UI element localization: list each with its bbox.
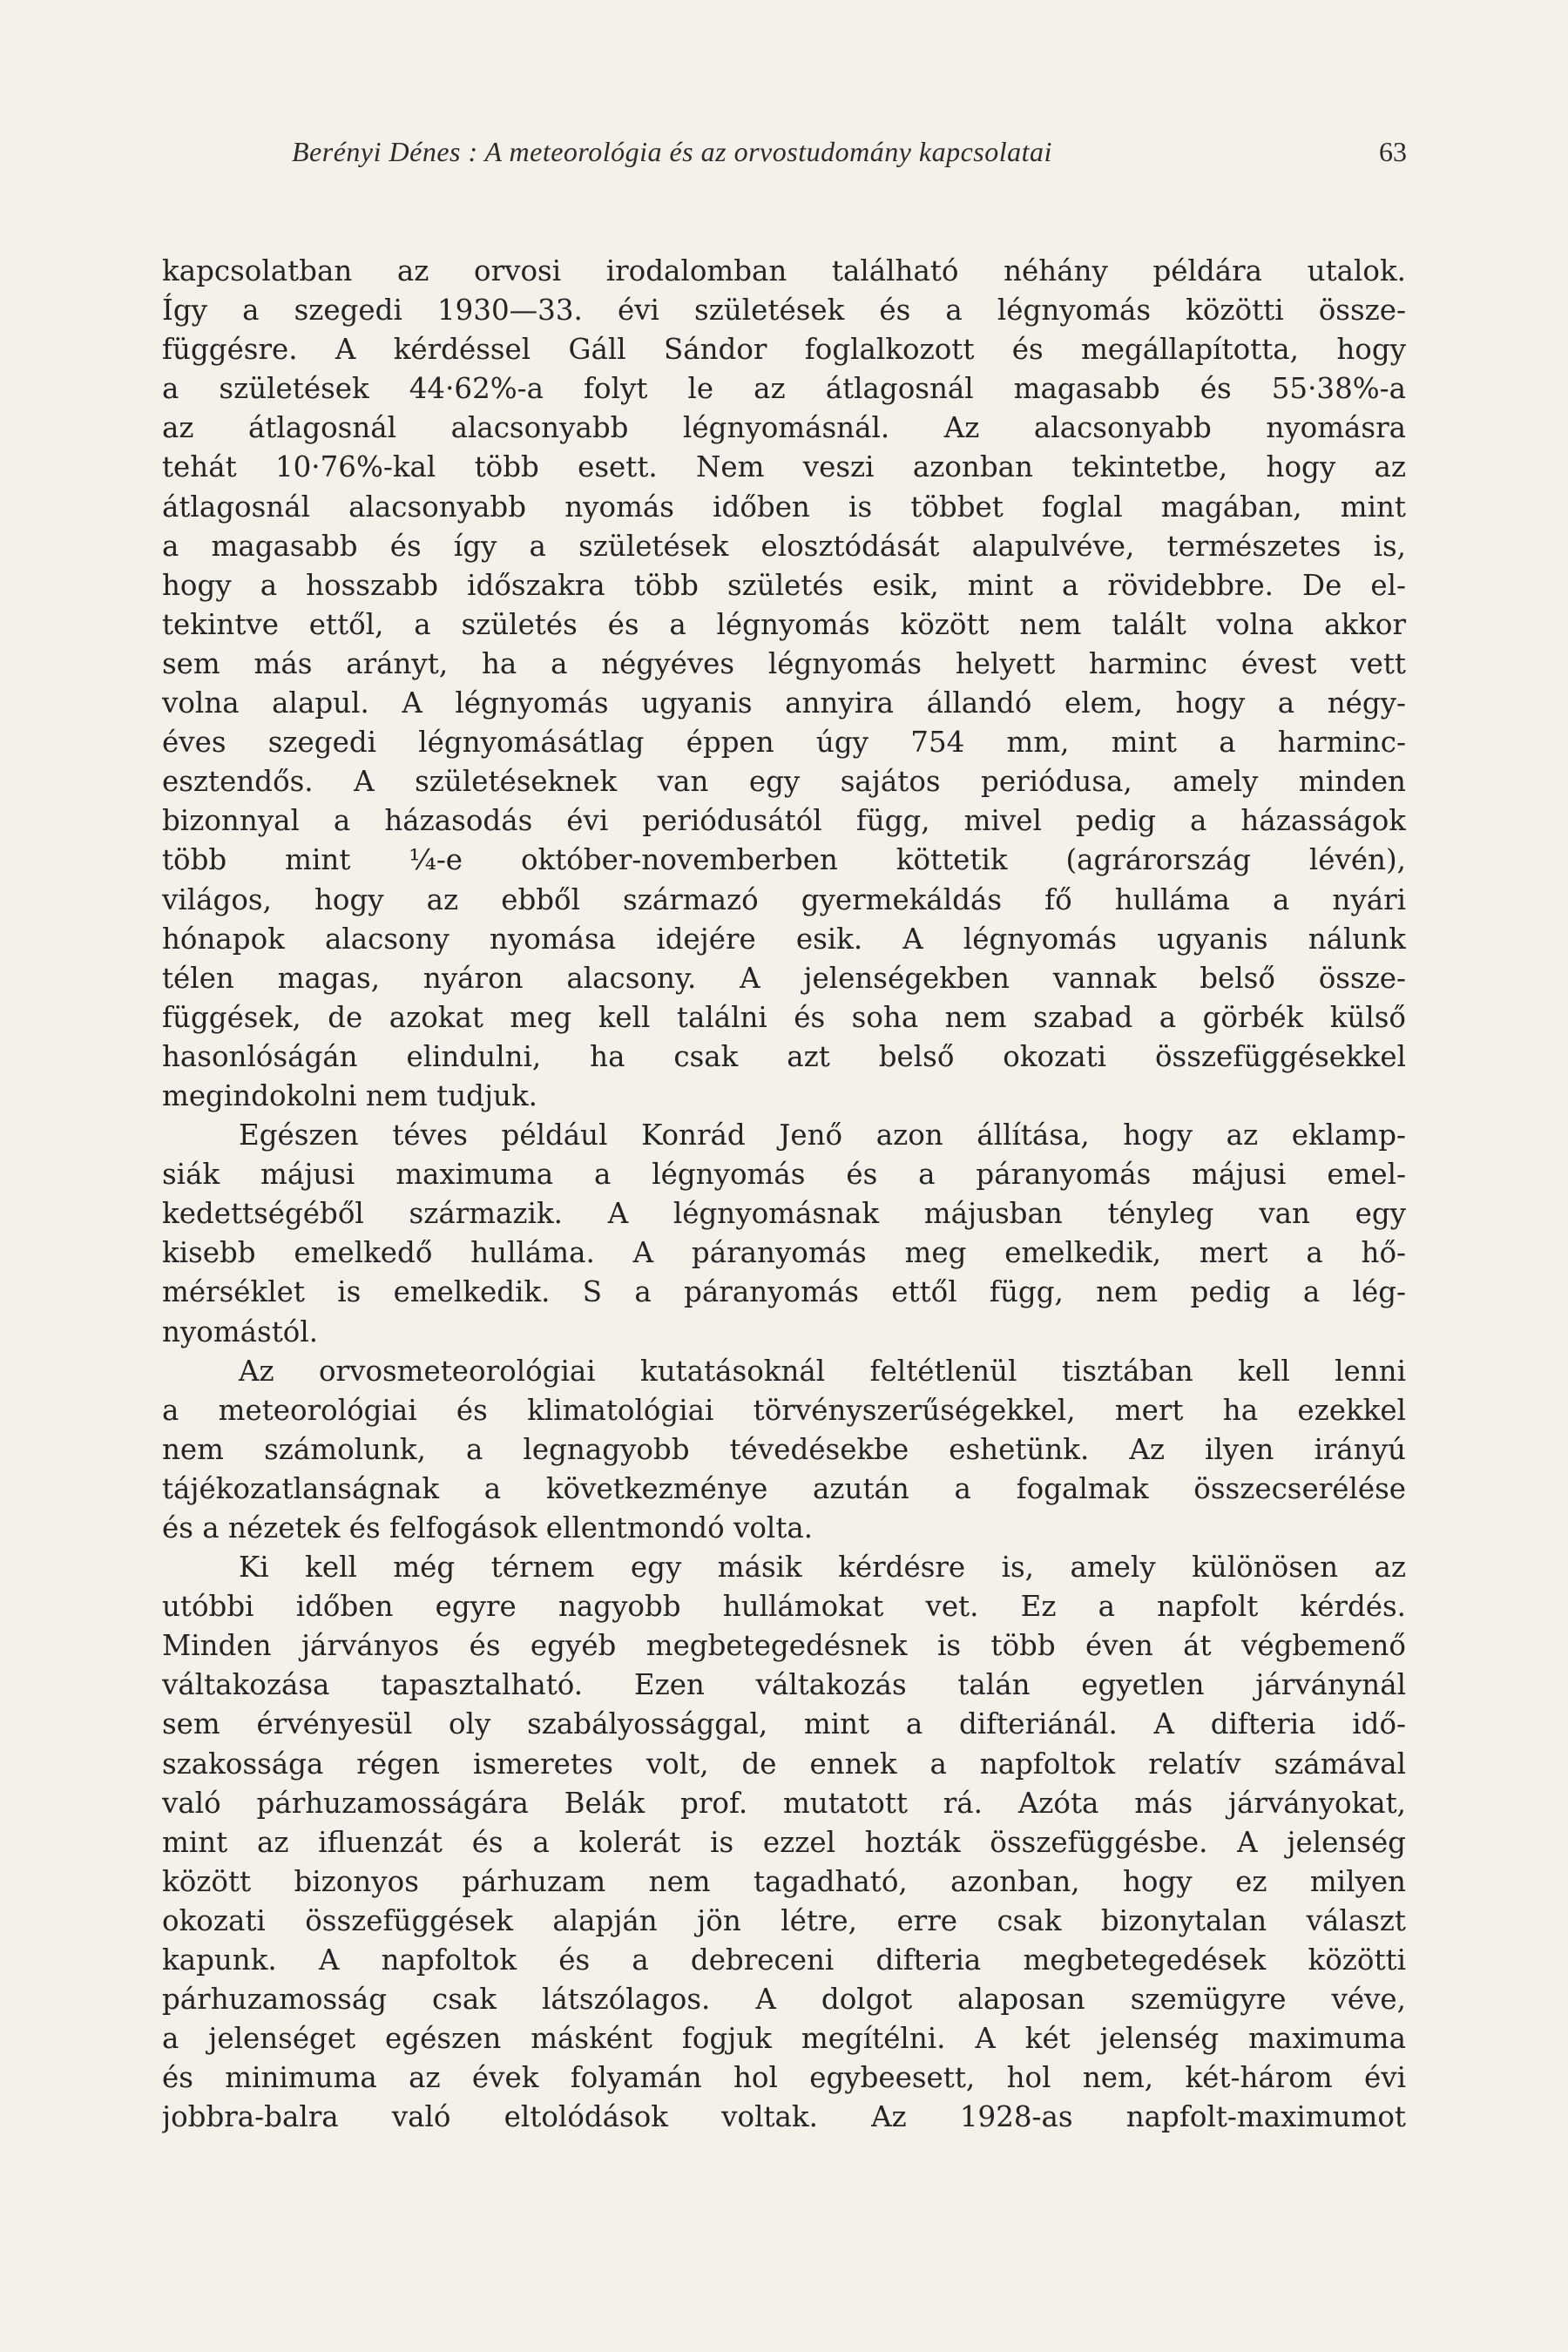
text-line: Az orvosmeteorológiai kutatásoknál feltétlenül tisztában kell lenni [239,1354,1406,1388]
text-line: Minden járványos és egyéb megbetegedésnek is több éven át végbemenő [162,1629,1406,1663]
text-line: kisebb emelkedő hulláma. A páranyomás meg emelkedik, mert a hő- [162,1236,1406,1270]
text-line: tájékozatlanságnak a következménye azután a fogalmak összecserélése [162,1471,1406,1505]
text-line: jobbra-balra való eltolódások voltak. Az 1928-as napfolt-maximumot [162,2100,1406,2134]
text-line: átlagosnál alacsonyabb nyomás időben is többet foglal magában, mint [162,490,1406,524]
page-number: 63 [1379,136,1407,167]
text-line: függésre. A kérdéssel Gáll Sándor foglalkozott és megállapította, hogy [162,333,1406,367]
text-line: sem érvényesül oly szabályossággal, mint a difteriánál. A difteria idő- [162,1707,1406,1741]
text-line: között bizonyos párhuzam nem tagadható, azonban, hogy ez milyen [162,1864,1406,1898]
text-line: volna alapul. A légnyomás ugyanis annyira állandó elem, hogy a négy- [162,686,1406,720]
text-line: kedettségéből származik. A légnyomásnak májusban tényleg van egy [162,1197,1406,1231]
text-line: függések, de azokat meg kell találni és soha nem szabad a görbék külső [162,1000,1406,1034]
text-line: Ki kell még térnem egy másik kérdésre is, amely különösen az [239,1551,1406,1585]
text-line: bizonnyal a házasodás évi periódusától függ, mivel pedig a házasságok [162,804,1406,838]
running-header [292,136,1407,178]
text-line: váltakozása tapasztalható. Ezen váltakozás talán egyetlen járványnál [162,1668,1406,1702]
text-line: hogy a hosszabb időszakra több születés esik, mint a rövidebbre. De el- [162,568,1406,602]
running-title: Berényi Dénes : A meteorológia és az orvostudomány kapcsolatai [292,136,1052,167]
text-line: télen magas, nyáron alacsony. A jelenségekben vannak belső össze- [162,961,1406,995]
text-line: mint az ifluenzát és a kolerát is ezzel hozták összefüggésbe. A jelenség [162,1825,1406,1859]
text-line: való párhuzamosságára Belák prof. mutatott rá. Azóta más járványokat, [162,1786,1406,1820]
text-line: kapcsolatban az orvosi irodalomban található néhány példára utalok. [162,254,1406,287]
text-line: nyomástól. [162,1315,319,1348]
text-line: a magasabb és így a születések elosztódását alapulvéve, természetes is, [162,529,1406,563]
text-line: hasonlóságán elindulni, ha csak azt belső okozati összefüggésekkel [162,1039,1406,1073]
text-line: szakossága régen ismeretes volt, de ennek a napfoltok relatív számával [162,1747,1406,1781]
text-line: megindokolni nem tudjuk. [162,1078,538,1112]
text-line: éves szegedi légnyomásátlag éppen úgy 754 mm, mint a harminc- [162,726,1406,760]
text-line: mérséklet is emelkedik. S a páranyomás ettől függ, nem pedig a lég- [162,1275,1406,1309]
text-line: tekintve ettől, a születés és a légnyomás között nem talált volna akkor [162,607,1406,641]
text-line: kapunk. A napfoltok és a debreceni difteria megbetegedések közötti [162,1943,1406,1977]
text-line: világos, hogy az ebből származó gyermekáldás fő hulláma a nyári [162,882,1406,916]
text-line: nem számolunk, a legnagyobb tévedésekbe eshetünk. Az ilyen irányú [162,1432,1406,1466]
text-line: tehát 10·76%-kal több esett. Nem veszi azonban tekintetbe, hogy az [162,450,1406,484]
text-line: és a nézetek és felfogások ellentmondó volta. [162,1511,814,1544]
text-line: a születések 44·62%-a folyt le az átlagosnál magasabb és 55·38%-a [162,372,1406,406]
text-line: több mint ¼-e október-novemberben köttetik (agrárország lévén), [162,843,1406,877]
body-text [162,252,1406,2138]
text-line: sem más arányt, ha a négyéves légnyomás helyett harminc évest vett [162,646,1406,680]
text-line: siák májusi maximuma a légnyomás és a páranyomás májusi emel- [162,1158,1406,1192]
text-line: utóbbi időben egyre nagyobb hullámokat vet. Ez a napfolt kérdés. [162,1590,1406,1624]
text-line: hónapok alacsony nyomása idejére esik. A légnyomás ugyanis nálunk [162,922,1406,956]
text-line: a jelenséget egészen másként fogjuk megítélni. A két jelenség maximuma [162,2022,1406,2056]
text-line: az átlagosnál alacsonyabb légnyomásnál. Az alacsonyabb nyomásra [162,411,1406,445]
text-line: a meteorológiai és klimatológiai törvényszerűségekkel, mert ha ezekkel [162,1393,1406,1427]
text-line: okozati összefüggések alapján jön létre, erre csak bizonytalan választ [162,1903,1406,1937]
text-line: Így a szegedi 1930—33. évi születések és a légnyomás közötti össze- [162,294,1406,328]
text-line: esztendős. A születéseknek van egy sajátos periódusa, amely minden [162,765,1406,799]
text-line: párhuzamosság csak látszólagos. A dolgot alaposan szemügyre véve, [162,1983,1406,2017]
text-line: és minimuma az évek folyamán hol egybeesett, hol nem, két-három évi [162,2061,1406,2095]
text-line: Egészen téves például Konrád Jenő azon állítása, hogy az eklamp- [239,1119,1406,1152]
